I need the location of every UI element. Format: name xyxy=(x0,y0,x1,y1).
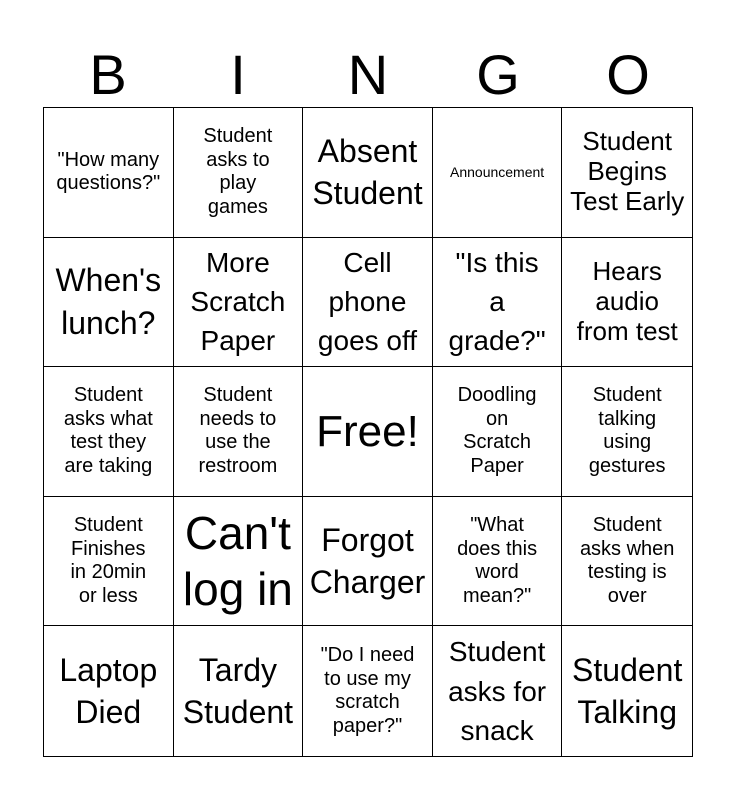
bingo-cell[interactable] xyxy=(44,497,174,627)
bingo-cell-label: Student asks to play games xyxy=(203,125,273,218)
bingo-cell-label: "What does this word mean?" xyxy=(457,513,538,607)
bingo-cell[interactable] xyxy=(174,108,304,238)
bingo-cell[interactable] xyxy=(433,626,563,756)
bingo-cell-label: Tardy Student xyxy=(182,651,294,731)
bingo-cell-label: More Scratch Paper xyxy=(190,247,286,357)
bingo-cell-label: Forgot Charger xyxy=(309,521,426,601)
bingo-cell[interactable] xyxy=(303,108,433,238)
bingo-cell-label: "Do I need to use my scratch paper?" xyxy=(320,644,415,737)
bingo-cell[interactable] xyxy=(562,367,692,497)
bingo-cell-label: Laptop Died xyxy=(59,651,158,731)
bingo-cell-label: Free! xyxy=(316,406,419,456)
bingo-cell-label: Student asks when testing is over xyxy=(579,513,675,607)
bingo-cell-label: Cell phone goes off xyxy=(317,247,418,357)
bingo-cell[interactable] xyxy=(303,626,433,756)
header-letter-o: O xyxy=(606,43,650,106)
bingo-cell[interactable] xyxy=(433,367,563,497)
bingo-cell-label: Student Begins Test Early xyxy=(570,126,685,217)
bingo-cell-label: Student talking using gestures xyxy=(588,384,666,478)
bingo-cell-label: Student asks what test they are taking xyxy=(63,384,153,478)
bingo-cell-free-space[interactable] xyxy=(303,367,433,497)
bingo-cell[interactable] xyxy=(433,108,563,238)
header-letter-i: I xyxy=(230,43,246,106)
bingo-cell[interactable] xyxy=(44,238,174,368)
bingo-cell-label: Student Finishes in 20min or less xyxy=(70,513,147,607)
bingo-cell[interactable] xyxy=(174,626,304,756)
header-letter-b: B xyxy=(89,43,127,106)
bingo-cell-label: "How many questions?" xyxy=(56,148,161,195)
bingo-cell[interactable] xyxy=(562,238,692,368)
bingo-cell[interactable] xyxy=(44,367,174,497)
bingo-header xyxy=(43,42,693,108)
bingo-cell-label: Hears audio from test xyxy=(576,256,678,346)
bingo-cell-label: Doodling on Scratch Paper xyxy=(457,384,537,478)
bingo-cell[interactable] xyxy=(174,497,304,627)
bingo-cell[interactable] xyxy=(433,238,563,368)
bingo-cell-label: Student needs to use the restroom xyxy=(198,384,278,478)
bingo-cell[interactable] xyxy=(44,108,174,238)
bingo-cell[interactable] xyxy=(303,497,433,627)
bingo-cell[interactable] xyxy=(562,626,692,756)
bingo-cell-label: When's lunch? xyxy=(55,262,162,341)
bingo-cell[interactable] xyxy=(174,367,304,497)
bingo-cell-label: Absent Student xyxy=(312,132,423,212)
bingo-board xyxy=(43,107,693,757)
bingo-cell-label: Student Talking xyxy=(572,651,683,731)
header-letter-n: N xyxy=(347,43,389,106)
bingo-cell-label: "Is this a grade?" xyxy=(448,247,546,357)
bingo-cell[interactable] xyxy=(562,497,692,627)
bingo-cell-label: Announcement xyxy=(450,164,545,181)
bingo-cell[interactable] xyxy=(433,497,563,627)
bingo-cell-label: Student asks for snack xyxy=(448,636,547,746)
header-letter-g: G xyxy=(476,43,520,106)
bingo-cell[interactable] xyxy=(44,626,174,756)
bingo-cell-label: Can't log in xyxy=(182,506,293,616)
bingo-cell[interactable] xyxy=(303,238,433,368)
bingo-cell[interactable] xyxy=(562,108,692,238)
bingo-cell[interactable] xyxy=(174,238,304,368)
